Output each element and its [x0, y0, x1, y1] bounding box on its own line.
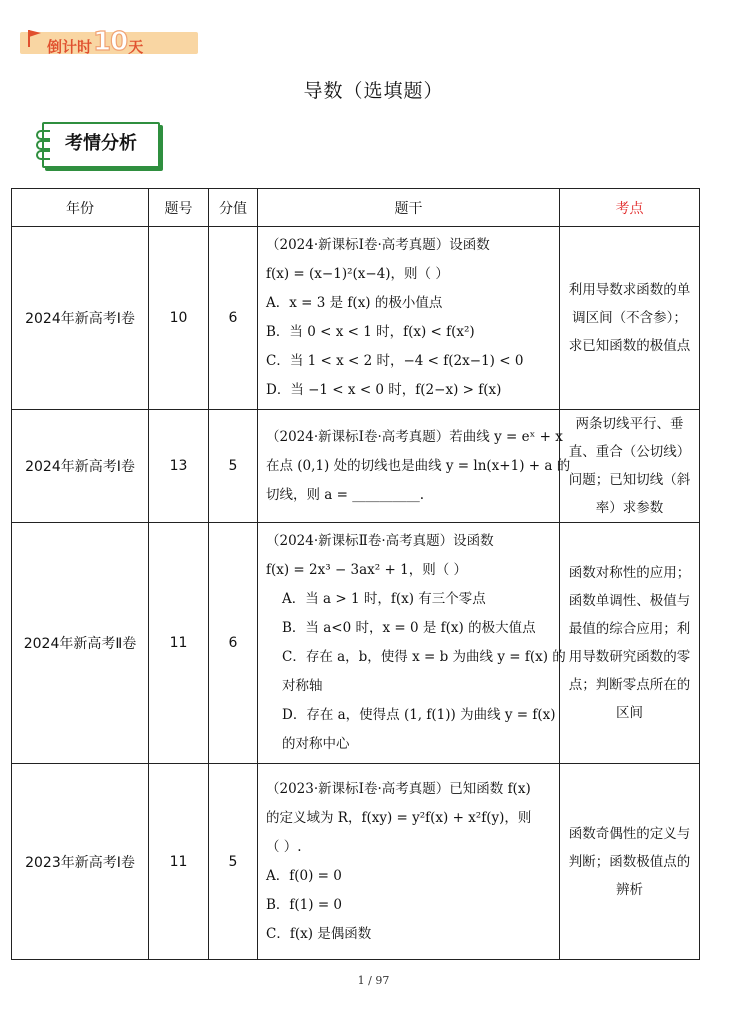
page-title: 导数（选填题） — [303, 80, 444, 102]
option-line: A．x = 3 是 f(x) 的极小值点 — [266, 295, 443, 311]
flag-icon — [26, 28, 42, 48]
cell-year: 2023年新高考Ⅰ卷 — [12, 764, 149, 960]
cell-question — [258, 523, 566, 764]
option-line: C．当 1 < x < 2 时，−4 < f(2x−1) < 0 — [266, 353, 524, 369]
table-row — [12, 764, 700, 960]
option-line: B．f(1) = 0 — [266, 896, 343, 913]
question-line: （2024·新课标Ⅱ卷·高考真题）设函数 — [266, 533, 494, 549]
question-line: （2023·新课标Ⅰ卷·高考真题）已知函数 f(x) — [266, 780, 531, 797]
table-row — [12, 410, 700, 523]
question-line: f(x) = (x−1)²(x−4)，则（ ） — [266, 266, 449, 282]
page-number: 1 / 97 — [357, 974, 390, 987]
option-line: C．f(x) 是偶函数 — [266, 925, 372, 942]
cell-topic: 两条切线平行、垂直、重合（公切线）问题；已知切线（斜率）求参数 — [560, 410, 700, 523]
cell-topic: 函数对称性的应用；函数单调性、极值与最值的综合应用；利用导数研究函数的零点；判断零点所在的区间 — [560, 523, 700, 764]
cell-question — [258, 227, 560, 410]
cell-topic: 函数奇偶性的定义与判断；函数极值点的辨析 — [560, 764, 700, 960]
question-line: 的定义域为 R，f(xy) = y²f(x) + x²f(y)，则 — [266, 809, 532, 826]
section-tag — [36, 122, 162, 166]
option-line: B．当 0 < x < 1 时，f(x) < f(x²) — [266, 324, 475, 340]
option-line: C．存在 a，b，使得 x = b 为曲线 y = f(x) 的 — [282, 649, 566, 665]
cell-year: 2024年新高考Ⅱ卷 — [12, 523, 149, 764]
table-row — [12, 227, 700, 410]
header-year: 年份 — [12, 189, 149, 227]
cell-qno: 10 — [149, 227, 209, 410]
section-label: 考情分析 — [65, 133, 137, 154]
header-stem: 题干 — [258, 189, 560, 227]
cell-score: 5 — [209, 764, 258, 960]
option-line: D．存在 a，使得点 (1, f(1)) 为曲线 y = f(x) — [282, 707, 556, 723]
cell-qno: 13 — [149, 410, 209, 523]
cell-score: 6 — [209, 227, 258, 410]
cell-score: 6 — [209, 523, 258, 764]
cell-score: 5 — [209, 410, 258, 523]
badge-prefix: 倒计时 — [47, 38, 93, 56]
option-line: 对称轴 — [282, 678, 323, 694]
option-line: 的对称中心 — [282, 736, 350, 752]
option-line: B．当 a<0 时，x = 0 是 f(x) 的极大值点 — [282, 620, 536, 636]
badge-suffix: 天 — [128, 38, 144, 56]
cell-topic: 利用导数求函数的单调区间（不含参）；求已知函数的极值点 — [560, 227, 700, 410]
badge-text — [47, 27, 144, 58]
cell-year: 2024年新高考Ⅰ卷 — [12, 227, 149, 410]
countdown-badge — [20, 16, 198, 56]
question-line: （ ）. — [266, 838, 302, 855]
cell-qno: 11 — [149, 764, 209, 960]
badge-number: 10 — [93, 27, 128, 57]
cell-qno: 11 — [149, 523, 209, 764]
option-line: A．当 a > 1 时，f(x) 有三个零点 — [282, 591, 486, 607]
table-row — [12, 523, 700, 764]
question-line: （2024·新课标Ⅰ卷·高考真题）设函数 — [266, 237, 490, 253]
option-line: A．f(0) = 0 — [266, 867, 342, 884]
cell-question — [258, 410, 571, 523]
header-qno: 题号 — [149, 189, 209, 227]
cell-question — [258, 764, 560, 960]
question-line: （2024·新课标Ⅰ卷·高考真题）若曲线 y = eˣ + x — [266, 428, 563, 445]
cell-year: 2024年新高考Ⅰ卷 — [12, 410, 149, 523]
header-topic: 考点 — [560, 189, 700, 227]
question-line: 在点 (0,1) 处的切线也是曲线 y = ln(x+1) + a 的 — [266, 457, 571, 474]
analysis-table — [11, 188, 700, 960]
table-header-row — [12, 189, 700, 227]
option-line: D．当 −1 < x < 0 时，f(2−x) > f(x) — [266, 382, 502, 398]
header-score: 分值 — [209, 189, 258, 227]
question-line: f(x) = 2x³ − 3ax² + 1，则（ ） — [266, 562, 467, 578]
question-line: 切线，则 a = __________. — [266, 486, 425, 503]
